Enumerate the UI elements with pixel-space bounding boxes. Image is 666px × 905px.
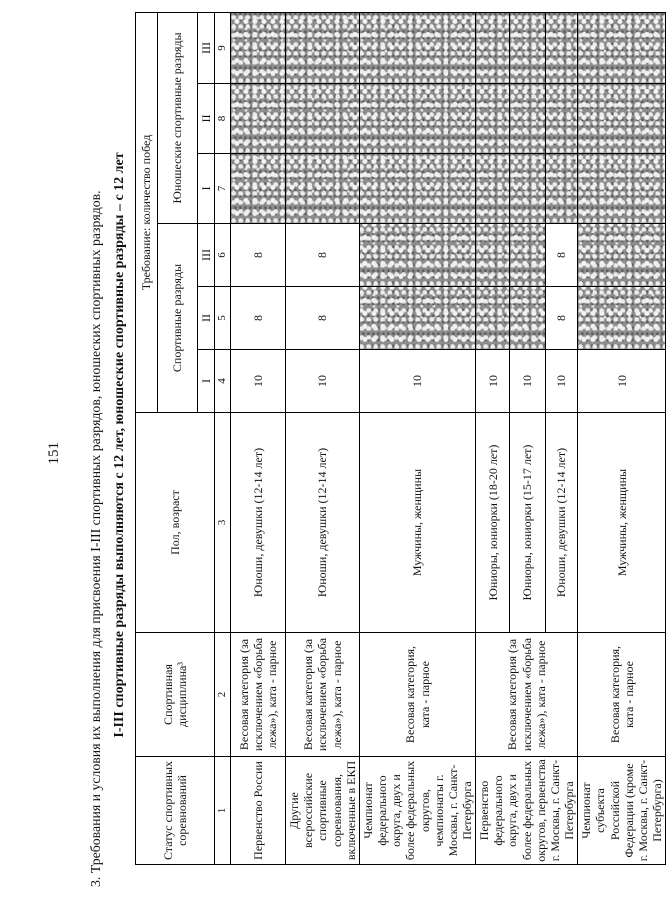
row-status: Чемпионат субъекта Российской Федерации (кроме г. Москвы, г. Санкт-Петербурга)	[578, 757, 666, 865]
shaded-cell	[578, 154, 666, 224]
row-sex-age: Юниоры, юниорки (18-20 лет)	[476, 413, 510, 633]
value-rank-III: 8	[231, 224, 286, 287]
header-youth-ranks: Юношеские спортивные разряды	[158, 12, 198, 223]
shaded-cell	[476, 12, 510, 83]
header-sport-ranks: Спортивные разряды	[158, 224, 198, 413]
value-rank-III: 8	[286, 224, 360, 287]
row-sex-age: Мужчины, женщины	[359, 413, 475, 633]
value-rank-I: 10	[510, 350, 546, 413]
column-number: 4	[215, 350, 231, 413]
requirements-table	[135, 12, 666, 865]
column-number: 3	[215, 413, 231, 633]
shaded-cell	[231, 154, 286, 224]
value-rank-I: 10	[286, 350, 360, 413]
row-discipline: Весовая категория, ката - парное	[359, 633, 475, 757]
shaded-cell	[578, 287, 666, 350]
shaded-cell	[510, 12, 546, 83]
shaded-cell	[359, 154, 475, 224]
column-number: 8	[215, 84, 231, 154]
row-discipline: Весовая категория (за исключением «борьба лежа»), ката - парное	[231, 633, 286, 757]
header-youth-rank-I: I	[198, 154, 215, 224]
row-sex-age: Юноши, девушки (12-14 лет)	[231, 413, 286, 633]
shaded-cell	[545, 84, 578, 154]
shaded-cell	[545, 154, 578, 224]
shaded-cell	[510, 154, 546, 224]
header-youth-rank-III: III	[198, 12, 215, 83]
value-rank-I: 10	[476, 350, 510, 413]
section-heading: 3. Требования и условия их выполнения для присвоения I-III спортивных разрядов, юношеских спортивных разрядов.	[88, 190, 103, 887]
shaded-cell	[578, 224, 666, 287]
column-number: 1	[215, 757, 231, 865]
shaded-cell	[578, 12, 666, 83]
shaded-cell	[359, 224, 475, 287]
row-sex-age: Юниоры, юниорки (15-17 лет)	[510, 413, 546, 633]
shaded-cell	[231, 84, 286, 154]
row-discipline: Весовая категория (за исключением «борьба лежа»), ката - парное	[476, 633, 578, 757]
column-number: 9	[215, 12, 231, 83]
value-rank-I: 10	[545, 350, 578, 413]
shaded-cell	[510, 84, 546, 154]
row-status: Первенство России	[231, 757, 286, 865]
shaded-cell	[286, 84, 360, 154]
shaded-cell	[545, 12, 578, 83]
value-rank-II: 8	[286, 287, 360, 350]
row-sex-age: Юноши, девушки (12-14 лет)	[545, 413, 578, 633]
row-sex-age: Мужчины, женщины	[578, 413, 666, 633]
shaded-cell	[286, 12, 360, 83]
shaded-cell	[359, 12, 475, 83]
shaded-cell	[359, 84, 475, 154]
header-status: Статус спортивных соревнований	[136, 757, 215, 865]
shaded-cell	[476, 154, 510, 224]
column-number: 7	[215, 154, 231, 224]
section-subheading: I-III спортивные разряды выполняются с 12 лет, юношеские спортивные разряды – с 12 лет	[112, 152, 127, 738]
row-sex-age: Юноши, девушки (12-14 лет)	[286, 413, 360, 633]
column-number: 2	[215, 633, 231, 757]
shaded-cell	[476, 224, 510, 287]
shaded-cell	[231, 12, 286, 83]
column-number: 5	[215, 287, 231, 350]
row-discipline: Весовая категория (за исключением «борьба лежа»), ката - парное	[286, 633, 360, 757]
value-rank-II: 8	[231, 287, 286, 350]
header-youth-rank-II: II	[198, 84, 215, 154]
value-rank-I: 10	[578, 350, 666, 413]
header-sex-age: Пол, возраст	[136, 413, 215, 633]
value-rank-II: 8	[545, 287, 578, 350]
shaded-cell	[510, 287, 546, 350]
column-number: 6	[215, 224, 231, 287]
shaded-cell	[476, 84, 510, 154]
value-rank-I: 10	[359, 350, 475, 413]
shaded-cell	[286, 154, 360, 224]
header-rank-I: I	[198, 350, 215, 413]
header-rank-II: II	[198, 287, 215, 350]
page-number: 151	[46, 442, 62, 465]
header-discipline: Спортивная дисциплина³	[136, 633, 215, 757]
shaded-cell	[510, 224, 546, 287]
row-status: Первенство федерального округа, двух и более федеральных округов, первенства г. Москвы, г. Санкт-Петербурга	[476, 757, 578, 865]
header-rank-III: III	[198, 224, 215, 287]
value-rank-III: 8	[545, 224, 578, 287]
row-status: Другие всероссийские спортивные соревнования, включенные в ЕКП	[286, 757, 360, 865]
shaded-cell	[359, 287, 475, 350]
shaded-cell	[578, 84, 666, 154]
row-status: Чемпионат федерального округа, двух и более федеральных округов, чемпионаты г. Москвы, г. Санкт-Петербурга	[359, 757, 475, 865]
header-requirement: Требование: количество побед	[136, 12, 158, 412]
row-discipline: Весовая категория, ката - парное	[578, 633, 666, 757]
value-rank-I: 10	[231, 350, 286, 413]
shaded-cell	[476, 287, 510, 350]
